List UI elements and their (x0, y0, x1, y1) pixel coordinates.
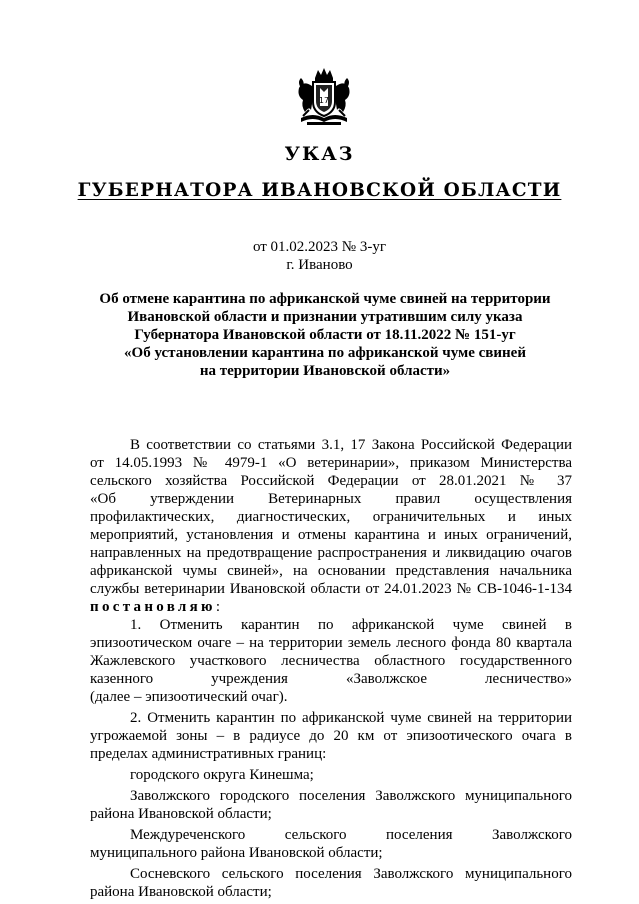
decree-city: г. Иваново (286, 257, 353, 273)
item1-line: эпизоотическом очаге – на территории земель лесного фонда 80 квартала (90, 635, 572, 651)
area-line: района Ивановской области; (90, 806, 272, 822)
area-line: Междуреченского сельского поселения Заволжского (130, 827, 572, 843)
item1-line: (далее – эпизоотический очаг). (90, 689, 288, 705)
preamble-line: сельского хозяйства Российской Федерации от 28.01.2021 № 37 (90, 473, 572, 489)
preamble-line: В соответствии со статьями 3.1, 17 Закона Российской Федерации (130, 437, 572, 453)
subject-line: «Об установлении карантина по африканской чуме свиней (124, 345, 526, 361)
item1-line: 1. Отменить карантин по африканской чуме свиней в (130, 617, 572, 633)
document-title: УКАЗ (284, 143, 355, 165)
preamble-line: профилактических, диагностических, ограничительных и иных (90, 509, 572, 525)
preamble-line: направленных на предотвращение распространения и ликвидацию очагов (90, 545, 572, 561)
item1-line: Жажлевского участкового лесничества областного государственного (90, 653, 572, 669)
coat-of-arms-icon (293, 66, 355, 130)
area-line: Заволжского городского поселения Заволжского муниципального (130, 788, 572, 804)
preamble-line: африканской чумы свиней», на основании представления начальника (90, 563, 572, 579)
decree-word: постановляю (90, 599, 216, 615)
area-line: района Ивановской области; (90, 884, 272, 900)
subject-line: на территории Ивановской области» (199, 363, 451, 379)
subject-line: Губернатора Ивановской области от 18.11.2022 № 151-уг (134, 327, 516, 343)
subject-line: Об отмене карантина по африканской чуме свиней на территории (99, 291, 551, 307)
preamble-line: службы ветеринарии Ивановской области от 24.01.2023 № СВ-1046-1-134 (90, 581, 572, 597)
item2-line: 2. Отменить карантин по африканской чуме свиней на территории (130, 710, 572, 726)
decree-body (90, 436, 572, 901)
item1-line: казенного учреждения «Заволжское лесничество» (90, 671, 572, 687)
subject-line: Ивановской области и признании утратившим силу указа (127, 309, 523, 325)
item2-line: пределах административных границ: (90, 746, 327, 762)
preamble-line: «Об утверждении Ветеринарных правил осуществления (90, 491, 572, 507)
area-line: городского округа Кинешма; (130, 767, 314, 783)
preamble-line: от 14.05.1993 № 4979-1 «О ветеринарии», приказом Министерства (90, 455, 572, 471)
area-line: Сосневского сельского поселения Заволжского муниципального (130, 866, 572, 882)
decree-date-number: от 01.02.2023 № 3-уг (252, 239, 387, 255)
preamble-line: мероприятий, установления и отмены карантина и иных ограничений, (90, 527, 572, 543)
document-subtitle: ГУБЕРНАТОРА ИВАНОВСКОЙ ОБЛАСТИ (77, 180, 562, 201)
emblem-number: 17 (318, 96, 330, 105)
coat-of-arms-emblem (293, 66, 355, 130)
item2-line: угрожаемой зоны – в радиусе до 20 км от эпизоотического очага в (90, 728, 572, 744)
area-line: муниципального района Ивановской области; (90, 845, 383, 861)
decree-subject (90, 290, 560, 380)
decree-word-line (90, 598, 572, 616)
decree-colon: : (215, 599, 220, 615)
